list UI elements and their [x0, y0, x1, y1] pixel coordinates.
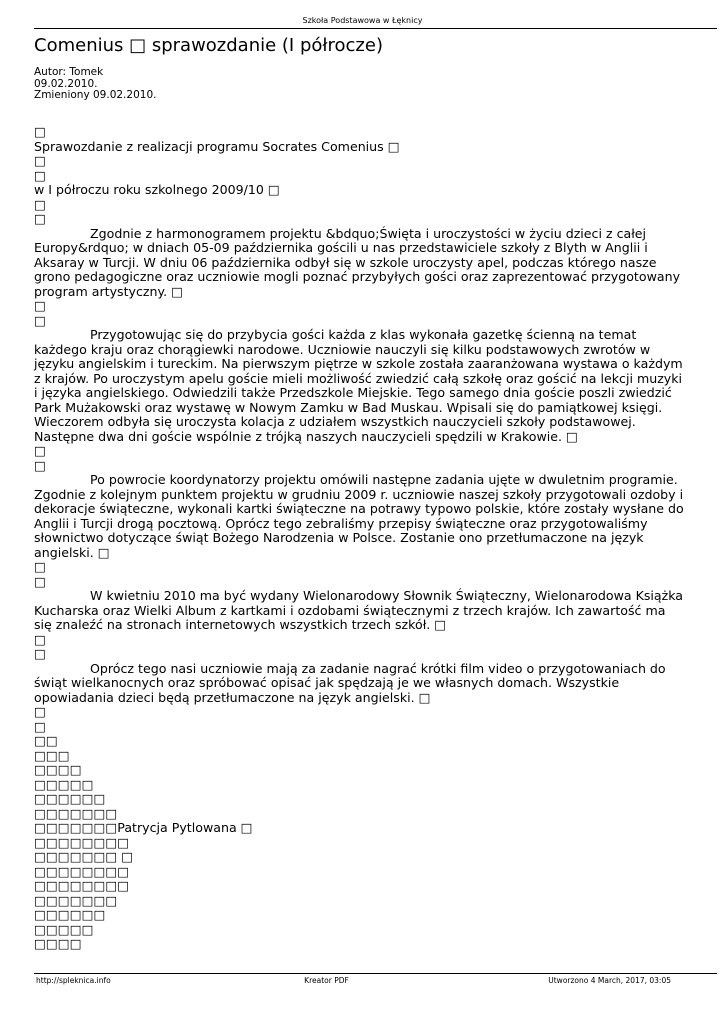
- article-body: [34, 125, 684, 952]
- body-line: □□□: [34, 747, 70, 763]
- body-line: □: [34, 211, 46, 226]
- body-line: □: [34, 573, 46, 589]
- body-line: □□□□□□□□: [34, 878, 130, 893]
- body-line: □: [34, 298, 46, 313]
- body-line: □: [34, 646, 46, 661]
- signature-line: □□□□□□□Patrycja Pytlowana □: [34, 820, 253, 835]
- body-line: □: [34, 704, 46, 719]
- body-line: □□□□□□: [34, 791, 106, 806]
- article-meta: [34, 67, 156, 102]
- site-name: Szkoła Podstawowa w Łęknicy: [302, 16, 423, 25]
- body-line: □□□□: [34, 936, 82, 951]
- body-line: □□□□□□□ □: [34, 849, 134, 864]
- author-line: Autor: Tomek: [34, 66, 104, 78]
- body-line: □: [34, 559, 46, 574]
- body-line: □□□□□□□□: [34, 863, 130, 879]
- header-divider: [34, 28, 717, 29]
- footer-generator: Kreator PDF: [304, 976, 349, 985]
- body-line: □□□□□□□: [34, 805, 118, 821]
- body-line: □□□□□: [34, 776, 94, 792]
- body-line: □: [34, 196, 46, 212]
- paragraph: Przygotowując się do przybycia gości każda z klas wykonała gazetkę ścienną na temat każdego kraju oraz chorągiewki narodowe. Uczniowie nauczyli się kilku podstawowych zwrotów w języku angielskim i tureckim. Na pierwszym piętrze w szkole została zaaranżowana wystawa o każdym z krajów. Po uroczystym apelu goście mieli możliwość zwiedzić całą szkołę oraz gościć na lekcji muzyki i języka angielskiego. Odwiedzili także Przedszkole Miejskie. Tego samego dnia goście poszli zwiedzić Park Mużakowski oraz wystawę w Nowym Zamku w Bad Muskau. Wpisali się do pamiątkowej księgi. Wieczorem odbyła się uroczysta kolacja z udziałem wszystkich nauczycieli szkoły podstawowej. Następne dwa dni goście wspólnie z trójką naszych nauczycieli spędzili w Krakowie. □: [34, 327, 683, 444]
- body-line: w I półroczu roku szkolnego 2009/10 □: [34, 182, 280, 197]
- body-line: □: [34, 167, 46, 183]
- body-line: □: [34, 124, 46, 139]
- body-line: □: [34, 443, 46, 458]
- article-title: Comenius □ sprawozdanie (I półrocze): [34, 35, 383, 56]
- paragraph: Zgodnie z harmonogramem projektu &bdquo;Święta i uroczystości w życiu dzieci z całej Europy&rdquo; w dniach 05-09 października gościli u nas przedstawiciele szkoły z Blyth w Anglii i Aksaray w Turcji. W dniu 06 października odbył się w szkole uroczysty apel, podczas którego nasze grono pedagogiczne oraz uczniowie mogli poznać przybyłych gości oraz zaprezentować przygotowany program artystyczny. □: [34, 225, 681, 299]
- body-line: □: [34, 153, 46, 168]
- page-footer: [0, 976, 725, 986]
- body-line: □□□□□: [34, 921, 94, 937]
- modified-date: Zmieniony 09.02.2010.: [34, 89, 157, 101]
- body-line: □□□□□□□: [34, 892, 118, 908]
- body-line: □□□□□□: [34, 907, 106, 922]
- publish-date: 09.02.2010.: [34, 77, 98, 90]
- body-line: □: [34, 718, 46, 734]
- footer-created: Utworzono 4 March, 2017, 03:05: [548, 976, 671, 985]
- footer-url: http://spleknica.info: [36, 976, 111, 985]
- paragraph: Po powrocie koordynatorzy projektu omówili następne zadania ujęte w dwuletnim programie. Zgodnie z kolejnym punktem projektu w grudniu 2009 r. uczniowie naszej szkoły przygotowali ozdoby i dekoracje świąteczne, wykonali kartki świąteczne na potrawy typowo polskie, które zostały wysłane do Anglii i Turcji drogą pocztową. Oprócz tego zebraliśmy przepisy świąteczne oraz przygotowaliśmy słownictwo dotyczące świąt Bożego Narodzenia w Polsce. Zostanie ono przetłumaczone na język angielski. □: [34, 472, 684, 560]
- paragraph: Oprócz tego nasi uczniowie mają za zadanie nagrać krótki film video o przygotowaniach do świąt wielkanocnych oraz spróbować opisać jak spędzają je we własnych domach. Wszystkie opowiadania dzieci będą przetłumaczone na język angielski. □: [34, 660, 666, 705]
- body-line: □: [34, 312, 46, 328]
- body-line: □: [34, 631, 46, 647]
- body-line: Sprawozdanie z realizacji programu Socrates Comenius □: [34, 138, 400, 154]
- body-line: □: [34, 457, 46, 473]
- body-line: □□□□□□□□: [34, 834, 130, 850]
- body-line: □□□□: [34, 762, 82, 777]
- paragraph: W kwietniu 2010 ma być wydany Wielonarodowy Słownik Świąteczny, Wielonarodowa Książka Kucharska oraz Wielki Album z kartkami i ozdobami świątecznymi z trzech krajów. Ich zawartość ma się znaleźć na stronach internetowych wszystkich trzech szkół. □: [34, 588, 684, 632]
- page-header: [0, 16, 725, 26]
- body-line: □□: [34, 733, 58, 748]
- footer-divider: [34, 973, 717, 974]
